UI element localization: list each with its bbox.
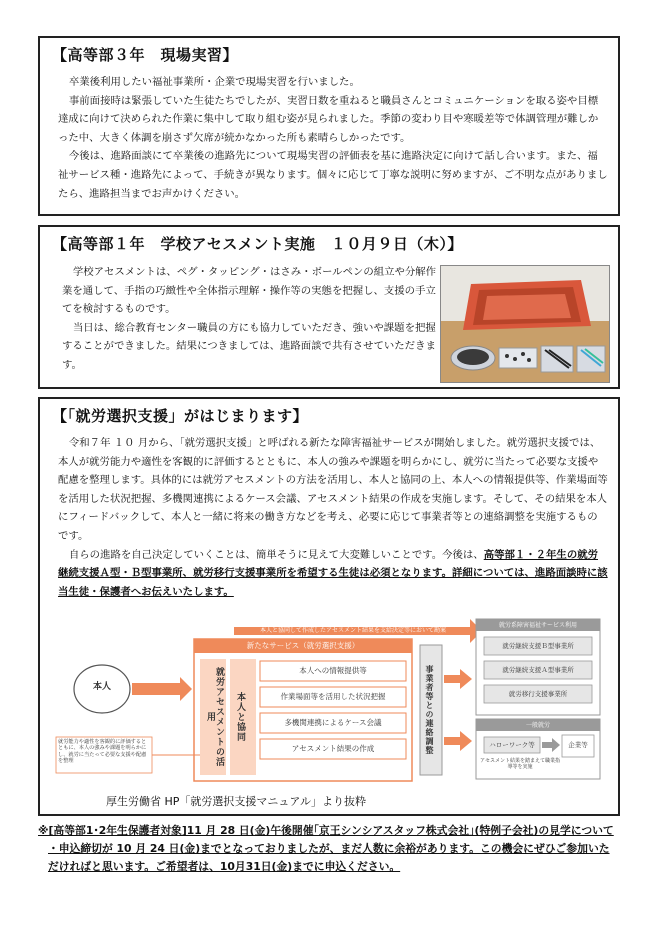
paragraph-plain: 自らの進路を自己決定していくことは、簡単そうに見えて大変難しいことです。今後は、 xyxy=(68,548,484,561)
support-flow-diagram xyxy=(52,615,608,785)
tour-notice xyxy=(38,822,620,876)
diagram-step-1: 本人への情報提供等 xyxy=(299,666,367,675)
section-field-practice xyxy=(38,36,620,216)
diagram-welfare-item: 就労継続支援Ａ型事業所 xyxy=(502,666,574,674)
paragraph: 学校アセスメントは、ペグ・タッピング・はさみ・ボールペンの組立や分解作業を通して、手指の巧緻性や全体指示理解・操作等の実態を把握し、支援の手立てを検討するものです。 xyxy=(62,266,437,316)
diagram-assessment-vertical: 就労アセスメントの活用 xyxy=(205,667,224,767)
diagram-top-banner: 本人と協同して作成したアセスメント結果を支給決定等において勘案 xyxy=(260,627,446,634)
diagram-company: 企業等 xyxy=(568,741,588,749)
notice-title: ※[高等部1･2年生保護者対象]11 月 28 日(金)午後開催｢京王シンシアスタッフ株式会社｣(特例子会社)の見学について xyxy=(38,824,614,837)
diagram-step-2: 作業場面等を活用した状況把握 xyxy=(280,692,386,701)
diagram-step-4: アセスメント結果の作成 xyxy=(291,744,375,753)
diagram-step-3: 多機関連携によるケース会議 xyxy=(284,718,382,727)
diagram-general-header: 一般就労 xyxy=(525,722,550,729)
paragraph: 当日は、総合教育センター職員の方にも協力していただき、強いや課題を把握することができました。結果につきましては、進路面談で共有させていただきます。 xyxy=(62,321,436,371)
diagram-caption: 厚生労働省 HP「就労選択支援マニュアル」より抜粋 xyxy=(106,795,366,808)
diagram-cooperation-vertical: 本人と協同 xyxy=(235,692,245,742)
section-title: 【「就労選択支援」がはじまります】 xyxy=(52,407,309,425)
paragraph: 今後は、進路面談にて卒業後の進路先について現場実習の評価表を基に進路決定に向けて話し合います。また、福祉サービス種・進路先によって、手続きが異なります。個々に応じて丁寧な説明に努めますが、ご不明な点がありましたら、進路担当までお声かけください。 xyxy=(58,150,608,200)
section-title: 【高等部３年 現場実習】 xyxy=(52,46,239,64)
paragraph: 令和７年 １０ 月から、「就労選択支援」と呼ばれる新たな障害福祉サービスが開始しました。就労選択支援では、本人が就労能力や適性を客観的に評価するとともに、本人の強みや課題を明らかにし、就労に当たって必要な支援や配慮を整理します。具体的には就労アセスメントの方法を活用し、本人と協同の上、本人への情報提供等、作業場面等を活用した状況把握、多機関連携によるケース会議、アセスメント結果の作成を実施します。そして、その結果を本人にフィードバックして、本人と一緒に将来の働き方などを考え、必要に応じて事業者等との連絡調整を実施するものです。 xyxy=(58,437,608,542)
notice-detail: ・申込締切が 10 月 24 日(金)までとなっておりましたが、まだ人数に余裕があります。この機会にぜひご参加いただければと思います。ご希望者は、10月31日(金)までに申込ください。 xyxy=(48,842,610,873)
diagram-general-note: アセスメント結果を踏まえて職業指導等を実施 xyxy=(480,758,560,770)
diagram-welfare-item: 就労継続支援Ｂ型事業所 xyxy=(502,642,574,650)
section-title: 【高等部１年 学校アセスメント実施 １０月９日（木）】 xyxy=(52,235,463,253)
diagram-new-service: 新たなサービス（就労選択支援） xyxy=(246,641,360,650)
paragraph: 卒業後利用したい福祉事業所・企業で現場実習を行いました。 xyxy=(68,76,360,88)
diagram-welfare-item: 就労移行支援事業所 xyxy=(508,690,568,698)
paragraph xyxy=(58,546,608,602)
diagram-person: 本人 xyxy=(92,682,111,692)
diagram-welfare-header: 就労系障害福祉サービス利用 xyxy=(498,622,577,629)
diagram-hellowork: ハローワーク等 xyxy=(489,741,535,749)
assessment-photo xyxy=(440,265,610,383)
paragraph-emphasis: 高等部１・２年生の就労継続支援Ａ型・Ｂ型事業所、就労移行支援事業所を希望する生徒は必須となります。詳細については、進路面談時に該当生徒・保護者へお伝えいたします。 xyxy=(58,548,608,598)
section-employment-selection-support xyxy=(38,397,620,816)
diagram-left-note: 就労能力や適性を客観的に評価するとともに、本人の強みや課題を明らかにし、就労に当たって必要な支援や配慮を整理 xyxy=(58,739,147,765)
section-school-assessment xyxy=(38,225,620,389)
diagram-coordination-vertical: 事業者等との連絡調整 xyxy=(425,665,434,755)
paragraph: 事前面接時は緊張していた生徒たちでしたが、実習日数を重ねると職員さんとコミュニケーションを取る姿や目標達成に向けて決められた作業に集中して取り組む姿が見られました。季節の変わり目や寒暖差等で体調管理が難しかった中、大きく体調を崩さず欠席が続かなかった所も素晴らしかったです。 xyxy=(58,94,599,144)
